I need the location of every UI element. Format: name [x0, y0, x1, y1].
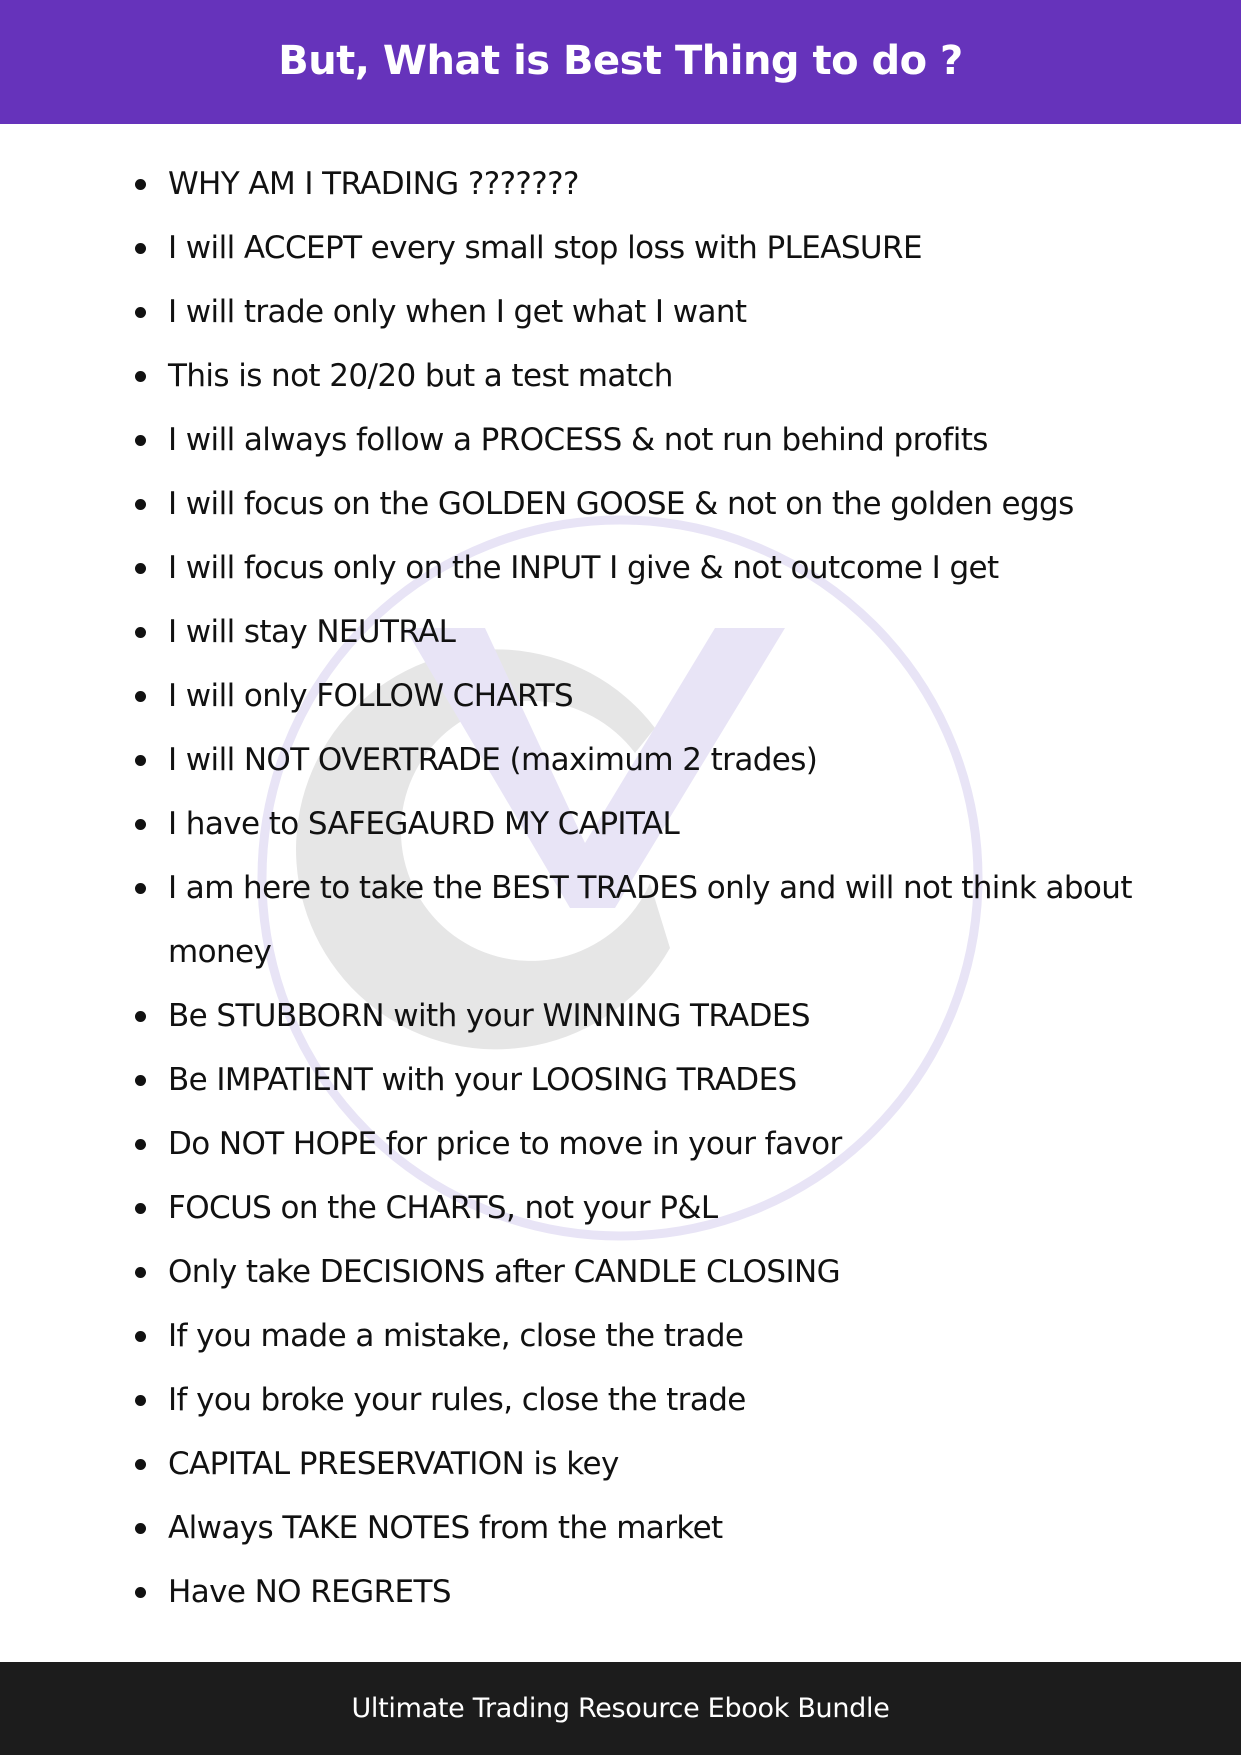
- rule-text: I will stay NEUTRAL: [168, 614, 456, 650]
- rule-item: [126, 1560, 1136, 1624]
- rule-text: I will only FOLLOW CHARTS: [168, 678, 574, 714]
- bullet-icon: [135, 371, 146, 382]
- rule-text: I will NOT OVERTRADE (maximum 2 trades): [168, 742, 818, 778]
- rule-text: I will trade only when I get what I want: [168, 294, 747, 330]
- footer-text: Ultimate Trading Resource Ebook Bundle: [351, 1693, 890, 1724]
- rule-item: [126, 1432, 1136, 1496]
- rule-text: I am here to take the BEST TRADES only and will not think about money: [168, 870, 1132, 970]
- rule-text: If you made a mistake, close the trade: [168, 1318, 744, 1354]
- rule-item: [126, 1048, 1136, 1112]
- bullet-icon: [135, 1587, 146, 1598]
- rule-text: CAPITAL PRESERVATION is key: [168, 1446, 619, 1482]
- bullet-icon: [135, 1459, 146, 1470]
- rule-text: Have NO REGRETS: [168, 1574, 451, 1610]
- rule-text: FOCUS on the CHARTS, not your P&L: [168, 1190, 718, 1226]
- rule-item: [126, 1240, 1136, 1304]
- rule-item: [126, 792, 1136, 856]
- bullet-icon: [135, 691, 146, 702]
- rule-item: [126, 1368, 1136, 1432]
- rule-item: [126, 536, 1136, 600]
- rule-item: [126, 1496, 1136, 1560]
- bullet-icon: [135, 1203, 146, 1214]
- bullet-icon: [135, 1075, 146, 1086]
- bullet-icon: [135, 307, 146, 318]
- bullet-icon: [135, 627, 146, 638]
- rule-item: [126, 856, 1136, 984]
- rules-list: [126, 152, 1136, 1624]
- rule-item: [126, 280, 1136, 344]
- rule-item: [126, 408, 1136, 472]
- bullet-icon: [135, 1011, 146, 1022]
- bullet-icon: [135, 179, 146, 190]
- bullet-icon: [135, 1395, 146, 1406]
- bullet-icon: [135, 1267, 146, 1278]
- rule-item: [126, 472, 1136, 536]
- rule-item: [126, 1304, 1136, 1368]
- rule-item: [126, 600, 1136, 664]
- bullet-icon: [135, 243, 146, 254]
- rule-text: Always TAKE NOTES from the market: [168, 1510, 723, 1546]
- bullet-icon: [135, 499, 146, 510]
- rule-text: Be STUBBORN with your WINNING TRADES: [168, 998, 810, 1034]
- rule-item: [126, 984, 1136, 1048]
- bullet-icon: [135, 563, 146, 574]
- bullet-icon: [135, 1523, 146, 1534]
- rule-text: I will focus only on the INPUT I give & not outcome I get: [168, 550, 999, 586]
- bullet-icon: [135, 435, 146, 446]
- bullet-icon: [135, 883, 146, 894]
- rule-text: Only take DECISIONS after CANDLE CLOSING: [168, 1254, 841, 1290]
- bullet-icon: [135, 1331, 146, 1342]
- rule-text: This is not 20/20 but a test match: [168, 358, 673, 394]
- rule-text: Be IMPATIENT with your LOOSING TRADES: [168, 1062, 797, 1098]
- rule-text: WHY AM I TRADING ???????: [168, 166, 579, 202]
- rule-text: Do NOT HOPE for price to move in your favor: [168, 1126, 842, 1162]
- rule-text: I have to SAFEGAURD MY CAPITAL: [168, 806, 680, 842]
- rule-item: [126, 152, 1136, 216]
- rule-item: [126, 728, 1136, 792]
- bullet-icon: [135, 1139, 146, 1150]
- page-footer: [0, 1662, 1241, 1755]
- bullet-icon: [135, 755, 146, 766]
- rule-item: [126, 1176, 1136, 1240]
- rule-text: I will always follow a PROCESS & not run behind profits: [168, 422, 988, 458]
- rule-item: [126, 344, 1136, 408]
- page-title: But, What is Best Thing to do ?: [278, 38, 963, 84]
- rule-text: I will focus on the GOLDEN GOOSE & not on the golden eggs: [168, 486, 1074, 522]
- rule-item: [126, 216, 1136, 280]
- bullet-icon: [135, 819, 146, 830]
- rule-item: [126, 664, 1136, 728]
- rule-item: [126, 1112, 1136, 1176]
- rule-text: I will ACCEPT every small stop loss with PLEASURE: [168, 230, 922, 266]
- rule-text: If you broke your rules, close the trade: [168, 1382, 746, 1418]
- page-header: [0, 0, 1241, 124]
